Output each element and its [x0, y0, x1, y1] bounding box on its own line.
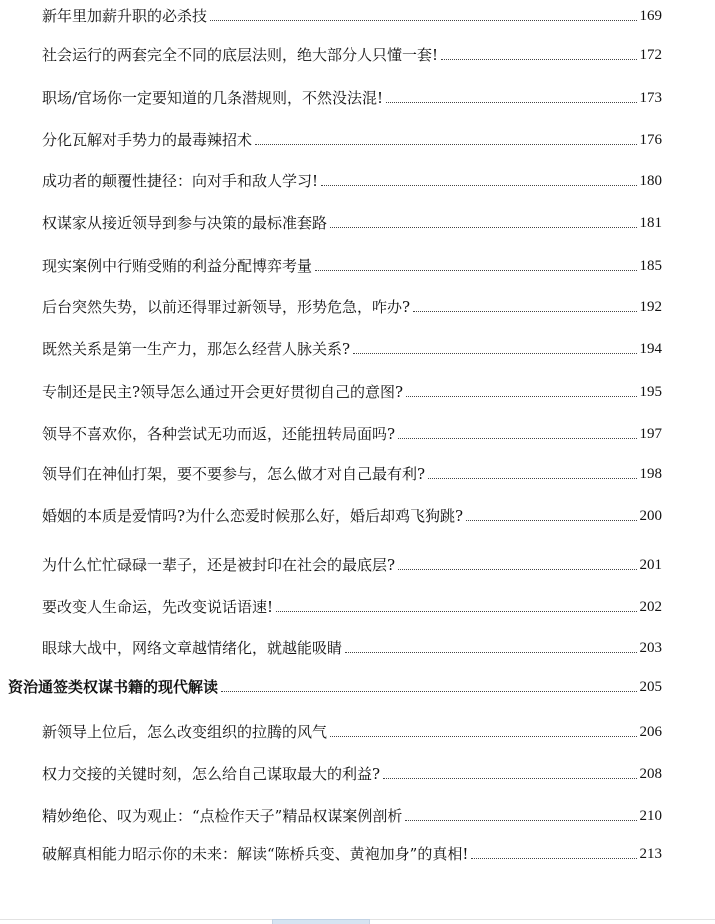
- toc-entry[interactable]: [42, 295, 662, 317]
- toc-entry-page: 169: [639, 8, 662, 24]
- toc-entry[interactable]: [42, 504, 662, 526]
- toc-dot-leader: [315, 270, 636, 271]
- toc-entry-title: 社会运行的两套完全不同的底层法则，绝大部分人只懂一套!: [42, 46, 439, 64]
- toc-dot-leader: [441, 59, 636, 60]
- toc-dot-leader: [255, 144, 636, 145]
- toc-entry[interactable]: [42, 595, 662, 617]
- toc-entry[interactable]: [42, 380, 662, 402]
- toc-entry[interactable]: [42, 462, 662, 484]
- toc-entry-title: 婚姻的本质是爱情吗?为什么恋爱时候那么好，婚后却鸡飞狗跳?: [42, 507, 464, 525]
- toc-dot-leader: [405, 820, 636, 821]
- toc-entry[interactable]: [42, 169, 662, 191]
- toc-entry-title: 现实案例中行贿受贿的利益分配博弈考量: [42, 257, 313, 275]
- toc-entry-page: 185: [639, 258, 662, 274]
- toc-dot-leader: [330, 227, 636, 228]
- toc-entry[interactable]: [42, 4, 662, 26]
- toc-entry-page: 181: [639, 215, 662, 231]
- toc-entry-page: 208: [639, 766, 662, 782]
- toc-entry[interactable]: [42, 211, 662, 233]
- toc-entry-page: 195: [639, 384, 662, 400]
- toc-entry-page: 201: [639, 557, 662, 573]
- toc-dot-leader: [330, 736, 636, 737]
- toc-entry-title: 权力交接的关键时刻，怎么给自己谋取最大的利益?: [42, 765, 381, 783]
- toc-dot-leader: [471, 858, 636, 859]
- toc-entry[interactable]: [42, 636, 662, 658]
- toc-entry-title: 破解真相能力昭示你的未来：解读“陈桥兵变、黄袍加身”的真相!: [42, 845, 469, 863]
- toc-entry-title: 精妙绝伦、叹为观止：“点检作天子”精品权谋案例剖析: [42, 807, 403, 825]
- toc-entry-page: 194: [639, 341, 662, 357]
- toc-entry-page: 213: [639, 846, 662, 862]
- toc-entry-title: 眼球大战中，网络文章越情绪化，就越能吸睛: [42, 639, 343, 657]
- toc-entry-title: 分化瓦解对手势力的最毒辣招术: [42, 131, 253, 149]
- toc-entry-title: 领导不喜欢你，各种尝试无功而返，还能扭转局面吗?: [42, 425, 396, 443]
- toc-dot-leader: [221, 691, 636, 692]
- toc-section-entry[interactable]: [8, 675, 662, 697]
- toc-dot-leader: [345, 652, 636, 653]
- toc-entry-page: 172: [639, 47, 662, 63]
- toc-entry[interactable]: [42, 553, 662, 575]
- toc-dot-leader: [406, 396, 636, 397]
- toc-entry[interactable]: [42, 128, 662, 150]
- toc-entry-title: 成功者的颠覆性捷径：向对手和敌人学习!: [42, 172, 319, 190]
- toc-dot-leader: [398, 438, 636, 439]
- toc-section-title: 资治通签类权谋书籍的现代解读: [8, 678, 219, 696]
- toc-entry[interactable]: [42, 720, 662, 742]
- toc-entry-title: 既然关系是第一生产力，那怎么经营人脉关系?: [42, 340, 351, 358]
- toc-entry-title: 要改变人生命运，先改变说话语速!: [42, 598, 274, 616]
- toc-entry[interactable]: [42, 422, 662, 444]
- toc-entry-title: 领导们在神仙打架，要不要参与，怎么做才对自己最有利?: [42, 465, 426, 483]
- toc-dot-leader: [428, 478, 636, 479]
- toc-entry[interactable]: [42, 842, 662, 864]
- toc-entry-page: 206: [639, 724, 662, 740]
- toc-entry-page: 197: [639, 426, 662, 442]
- toc-entry-page: 173: [639, 90, 662, 106]
- toc-section-page: 205: [639, 679, 662, 695]
- toc-entry-title: 职场/官场你一定要知道的几条潜规则，不然没法混!: [42, 89, 384, 107]
- toc-dot-leader: [353, 353, 636, 354]
- toc-dot-leader: [383, 778, 636, 779]
- toc-dot-leader: [466, 520, 636, 521]
- toc-entry-page: 198: [639, 466, 662, 482]
- toc-dot-leader: [276, 611, 636, 612]
- page-scroll-tab[interactable]: [272, 919, 370, 924]
- toc-entry-title: 专制还是民主?领导怎么通过开会更好贯彻自己的意图?: [42, 383, 404, 401]
- toc-entry[interactable]: [42, 86, 662, 108]
- toc-entry-title: 新年里加薪升职的必杀技: [42, 7, 208, 25]
- toc-entry[interactable]: [42, 762, 662, 784]
- toc-entry[interactable]: [42, 254, 662, 276]
- toc-entry-page: 180: [639, 173, 662, 189]
- toc-entry[interactable]: [42, 43, 662, 65]
- toc-entry-page: 202: [639, 599, 662, 615]
- toc-dot-leader: [398, 569, 636, 570]
- toc-entry-page: 200: [639, 508, 662, 524]
- toc-entry-page: 192: [639, 299, 662, 315]
- toc-dot-leader: [210, 20, 636, 21]
- toc-entry-title: 新领导上位后，怎么改变组织的拉腾的风气: [42, 723, 328, 741]
- toc-entry[interactable]: [42, 337, 662, 359]
- toc-entry-title: 后台突然失势，以前还得罪过新领导，形势危急，咋办?: [42, 298, 411, 316]
- toc-entry-title: 为什么忙忙碌碌一辈子，还是被封印在社会的最底层?: [42, 556, 396, 574]
- toc-dot-leader: [386, 102, 636, 103]
- toc-entry-page: 203: [639, 640, 662, 656]
- toc-dot-leader: [321, 185, 636, 186]
- toc-entry-page: 176: [639, 132, 662, 148]
- toc-entry-page: 210: [639, 808, 662, 824]
- toc-entry-title: 权谋家从接近领导到参与决策的最标准套路: [42, 214, 328, 232]
- toc-entry[interactable]: [42, 804, 662, 826]
- toc-dot-leader: [413, 311, 636, 312]
